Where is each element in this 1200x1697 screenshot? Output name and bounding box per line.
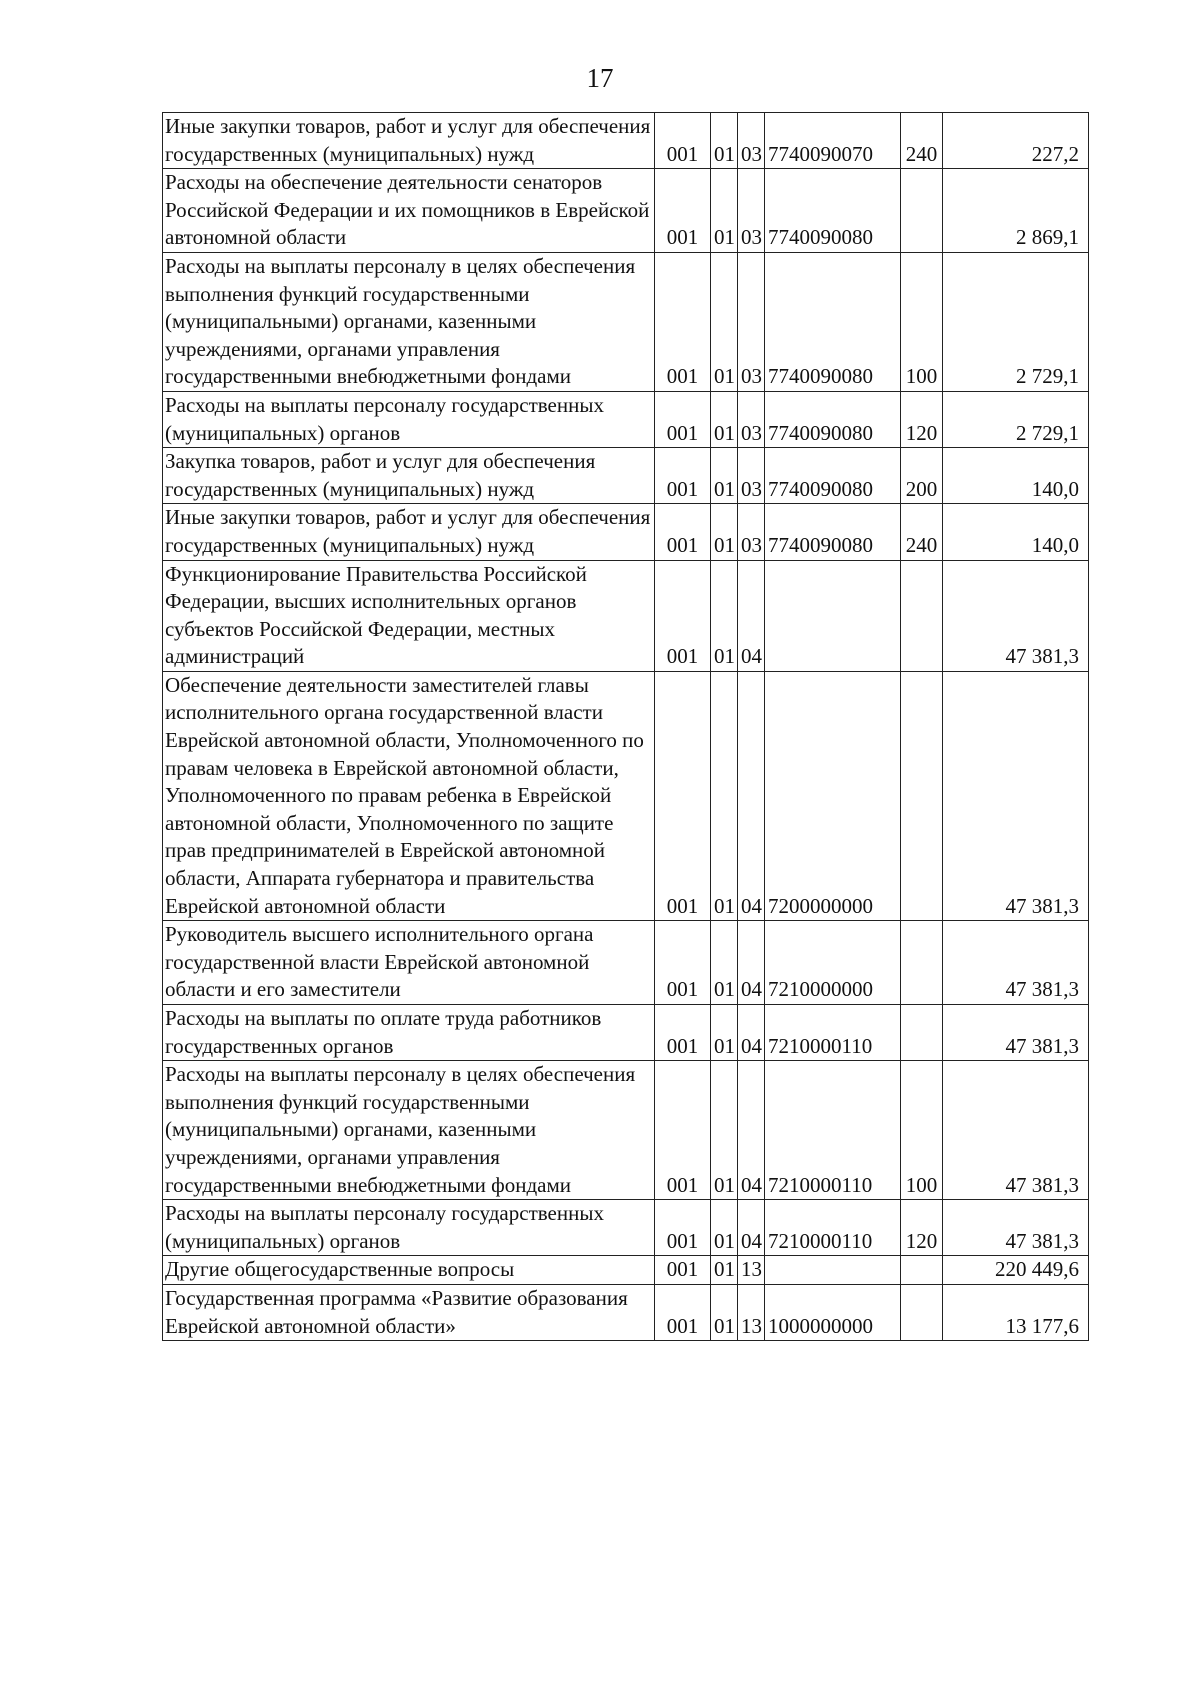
table-row: [163, 1284, 1089, 1340]
expense-name: Расходы на выплаты персоналу в целях обеспечения выполнения функций государственными (муниципальными) органами, казенными учреждениями, органами управления государственными внебюджетными фондами: [163, 252, 655, 391]
section-code: 01: [711, 671, 738, 920]
subsection-code: 04: [738, 1200, 765, 1256]
section-code: 01: [711, 252, 738, 391]
department-code: 001: [655, 448, 711, 504]
section-code: 01: [711, 1005, 738, 1061]
target-article-code: [765, 1256, 901, 1285]
expense-type-code: [901, 921, 943, 1005]
table-row: [163, 448, 1089, 504]
section-code: 01: [711, 113, 738, 169]
target-article-code: 7740090080: [765, 504, 901, 560]
expense-type-code: 200: [901, 448, 943, 504]
section-code: 01: [711, 1256, 738, 1285]
section-code: 01: [711, 391, 738, 447]
table-row: [163, 560, 1089, 671]
expense-type-code: [901, 1256, 943, 1285]
section-code: 01: [711, 560, 738, 671]
target-article-code: 7210000110: [765, 1061, 901, 1200]
target-article-code: 7210000110: [765, 1005, 901, 1061]
subsection-code: 04: [738, 671, 765, 920]
subsection-code: 03: [738, 448, 765, 504]
table-row: [163, 1061, 1089, 1200]
amount: 47 381,3: [943, 1005, 1089, 1061]
subsection-code: 03: [738, 391, 765, 447]
budget-table: [162, 112, 1089, 1341]
section-code: 01: [711, 921, 738, 1005]
budget-table-body: [163, 113, 1089, 1341]
section-code: 01: [711, 1284, 738, 1340]
table-row: [163, 921, 1089, 1005]
expense-type-code: 120: [901, 1200, 943, 1256]
target-article-code: [765, 560, 901, 671]
table-row: [163, 1005, 1089, 1061]
expense-name: Расходы на выплаты персоналу государственных (муниципальных) органов: [163, 1200, 655, 1256]
expense-name: Иные закупки товаров, работ и услуг для обеспечения государственных (муниципальных) нужд: [163, 113, 655, 169]
target-article-code: 1000000000: [765, 1284, 901, 1340]
department-code: 001: [655, 560, 711, 671]
department-code: 001: [655, 1256, 711, 1285]
subsection-code: 04: [738, 560, 765, 671]
department-code: 001: [655, 113, 711, 169]
department-code: 001: [655, 1284, 711, 1340]
amount: 2 869,1: [943, 169, 1089, 253]
section-code: 01: [711, 1061, 738, 1200]
subsection-code: 04: [738, 1005, 765, 1061]
target-article-code: 7740090080: [765, 169, 901, 253]
subsection-code: 04: [738, 1061, 765, 1200]
subsection-code: 03: [738, 504, 765, 560]
amount: 2 729,1: [943, 252, 1089, 391]
department-code: 001: [655, 504, 711, 560]
expense-name: Функционирование Правительства Российской Федерации, высших исполнительных органов субъектов Российской Федерации, местных администраций: [163, 560, 655, 671]
subsection-code: 13: [738, 1284, 765, 1340]
target-article-code: 7210000110: [765, 1200, 901, 1256]
section-code: 01: [711, 169, 738, 253]
expense-name: Закупка товаров, работ и услуг для обеспечения государственных (муниципальных) нужд: [163, 448, 655, 504]
subsection-code: 04: [738, 921, 765, 1005]
amount: 220 449,6: [943, 1256, 1089, 1285]
target-article-code: 7740090080: [765, 448, 901, 504]
expense-name: Другие общегосударственные вопросы: [163, 1256, 655, 1285]
expense-type-code: 240: [901, 504, 943, 560]
target-article-code: 7740090080: [765, 252, 901, 391]
expense-type-code: [901, 1005, 943, 1061]
amount: 47 381,3: [943, 560, 1089, 671]
expense-name: Государственная программа «Развитие образования Еврейской автономной области»: [163, 1284, 655, 1340]
expense-name: Расходы на обеспечение деятельности сенаторов Российской Федерации и их помощников в Еврейской автономной области: [163, 169, 655, 253]
amount: 140,0: [943, 448, 1089, 504]
department-code: 001: [655, 169, 711, 253]
department-code: 001: [655, 252, 711, 391]
subsection-code: 03: [738, 169, 765, 253]
table-row: [163, 113, 1089, 169]
department-code: 001: [655, 1061, 711, 1200]
expense-name: Расходы на выплаты по оплате труда работников государственных органов: [163, 1005, 655, 1061]
table-row: [163, 169, 1089, 253]
subsection-code: 13: [738, 1256, 765, 1285]
table-row: [163, 1256, 1089, 1285]
table-row: [163, 252, 1089, 391]
department-code: 001: [655, 1005, 711, 1061]
expense-name: Руководитель высшего исполнительного органа государственной власти Еврейской автономной области и его заместители: [163, 921, 655, 1005]
amount: 47 381,3: [943, 671, 1089, 920]
expense-name: Иные закупки товаров, работ и услуг для обеспечения государственных (муниципальных) нужд: [163, 504, 655, 560]
expense-type-code: 100: [901, 1061, 943, 1200]
expense-type-code: 240: [901, 113, 943, 169]
page-number: 17: [586, 63, 614, 93]
amount: 47 381,3: [943, 921, 1089, 1005]
subsection-code: 03: [738, 252, 765, 391]
subsection-code: 03: [738, 113, 765, 169]
amount: 140,0: [943, 504, 1089, 560]
department-code: 001: [655, 671, 711, 920]
target-article-code: 7740090080: [765, 391, 901, 447]
expense-name: Расходы на выплаты персоналу государственных (муниципальных) органов: [163, 391, 655, 447]
expense-type-code: [901, 169, 943, 253]
table-row: [163, 1200, 1089, 1256]
section-code: 01: [711, 448, 738, 504]
expense-name: Обеспечение деятельности заместителей главы исполнительного органа государственной власти Еврейской автономной области, Уполномоченного по правам человека в Еврейской автономной области, Уполномоченного по правам ребенка в Еврейской автономной области, Уполномоченного по защите прав предпринимателей в Еврейской автономной области, Аппарата губернатора и правительства Еврейской автономной области: [163, 671, 655, 920]
section-code: 01: [711, 504, 738, 560]
amount: 47 381,3: [943, 1061, 1089, 1200]
expense-type-code: 100: [901, 252, 943, 391]
amount: 47 381,3: [943, 1200, 1089, 1256]
department-code: 001: [655, 391, 711, 447]
department-code: 001: [655, 921, 711, 1005]
section-code: 01: [711, 1200, 738, 1256]
target-article-code: 7740090070: [765, 113, 901, 169]
expense-type-code: [901, 671, 943, 920]
expense-type-code: [901, 1284, 943, 1340]
target-article-code: 7200000000: [765, 671, 901, 920]
amount: 227,2: [943, 113, 1089, 169]
table-row: [163, 504, 1089, 560]
expense-name: Расходы на выплаты персоналу в целях обеспечения выполнения функций государственными (муниципальными) органами, казенными учреждениями, органами управления государственными внебюджетными фондами: [163, 1061, 655, 1200]
table-row: [163, 391, 1089, 447]
table-row: [163, 671, 1089, 920]
department-code: 001: [655, 1200, 711, 1256]
expense-type-code: 120: [901, 391, 943, 447]
amount: 2 729,1: [943, 391, 1089, 447]
amount: 13 177,6: [943, 1284, 1089, 1340]
target-article-code: 7210000000: [765, 921, 901, 1005]
expense-type-code: [901, 560, 943, 671]
